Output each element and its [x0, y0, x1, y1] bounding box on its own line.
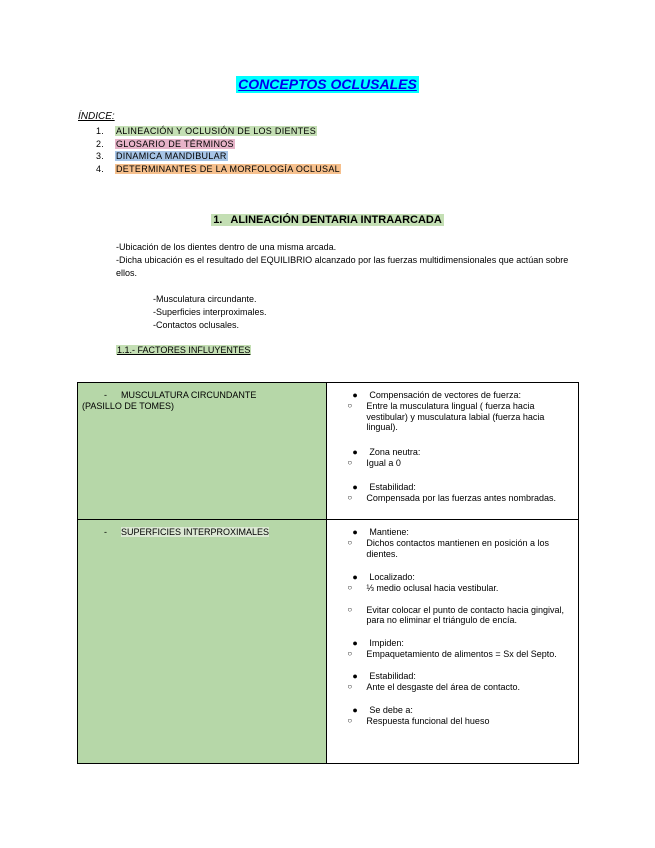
sub-item [327, 458, 578, 469]
sublist-item: -Musculatura circundante. [153, 294, 257, 304]
sub-item-text: Igual a 0 [366, 457, 401, 468]
sublist-item: -Contactos oclusales. [153, 320, 240, 330]
sub-item [327, 716, 578, 727]
bullet-icon: ● [352, 704, 358, 715]
circle-bullet-icon: ○ [347, 583, 353, 592]
section-heading-text: ALINEACIÓN DENTARIA INTRAARCADA [230, 214, 442, 226]
index-text: DINAMICA MANDIBULAR [116, 151, 227, 161]
sub-item-text: ⅓ medio oclusal hacia vestibular. [366, 583, 499, 593]
bullet-title: Compensación de vectores de fuerza: [369, 390, 521, 400]
table-cell-content [327, 383, 579, 520]
index-num: 4. [96, 163, 105, 174]
bullet-title: Estabilidad: [369, 482, 416, 492]
table-cell-content [327, 520, 579, 764]
row-dash: - [104, 390, 107, 400]
sub-item-text: Entre la musculatura lingual ( fuerza hacia vestibular) y musculatura labial (fuerza hacia lingual). [366, 401, 545, 432]
index-num: 3. [96, 151, 105, 161]
sub-item [327, 682, 578, 693]
index-text: GLOSARIO DE TÉRMINOS [116, 138, 234, 149]
bullet-item [327, 572, 578, 583]
circle-bullet-icon: ○ [347, 401, 353, 410]
index-text: ALINEACIÓN Y OCLUSIÓN DE LOS DIENTES [116, 126, 317, 136]
row-label [78, 520, 326, 538]
circle-bullet-icon: ○ [347, 538, 353, 547]
index-item-3[interactable] [96, 150, 341, 163]
sub-item [327, 401, 578, 433]
bullet-title: Impiden: [369, 637, 404, 648]
section-heading [0, 214, 655, 226]
bullet-item [327, 447, 578, 458]
section-heading-highlight [211, 214, 444, 226]
index-num: 2. [96, 138, 105, 149]
circle-bullet-icon: ○ [347, 715, 353, 725]
circle-bullet-icon: ○ [347, 682, 353, 691]
table-row [78, 383, 579, 520]
index-item-4[interactable] [96, 163, 341, 176]
sub-item [327, 583, 578, 594]
bullet-item [327, 390, 578, 401]
row-dash: - [104, 527, 107, 537]
paragraph-1: -Ubicación de los dientes dentro de una misma arcada. [116, 242, 337, 252]
sublist-item: -Superficies interproximales. [153, 307, 267, 317]
subsection-heading: 1.1.- FACTORES INFLUYENTES [117, 345, 251, 355]
bullet-title: Localizado: [369, 572, 415, 582]
bullet-icon: ● [352, 482, 358, 492]
bullet-icon: ● [352, 390, 358, 400]
bullet-icon: ● [352, 527, 358, 537]
sub-item-text: Evitar colocar el punto de contacto hacia gingival, para no eliminar el triángulo de encía. [366, 604, 564, 625]
bullet-item [327, 482, 578, 493]
bullet-item [327, 705, 578, 716]
table-row [78, 520, 579, 764]
sub-item [327, 493, 578, 504]
index-label: ÍNDICE: [78, 111, 115, 122]
bullet-title: Zona neutra: [369, 446, 421, 457]
bullet-item [327, 638, 578, 649]
row-label-main: MUSCULATURA CIRCUNDANTE [121, 390, 257, 400]
bullet-icon: ● [352, 572, 358, 582]
sub-item [327, 605, 578, 626]
sub-item [327, 538, 578, 559]
document-title: CONCEPTOS OCLUSALES [238, 76, 417, 92]
bullet-title: Estabilidad: [369, 671, 416, 681]
title-wrap [0, 76, 655, 94]
paragraph-2: -Dicha ubicación es el resultado del EQUILIBRIO alcanzado por las fuerzas multidimensionales que actúan sobre ellos. [116, 255, 569, 278]
table-cell-label [78, 520, 327, 764]
index-text: DETERMINANTES DE LA MORFOLOGÍA OCLUSAL [116, 163, 340, 174]
circle-bullet-icon: ○ [347, 604, 353, 614]
row-label-main: SUPERFICIES INTERPROXIMALES [121, 527, 270, 537]
bullet-item [327, 527, 578, 538]
index-item-2[interactable] [96, 138, 341, 151]
circle-bullet-icon: ○ [347, 493, 353, 502]
circle-bullet-icon: ○ [347, 457, 353, 467]
bullet-icon: ● [352, 446, 358, 457]
bullet-icon: ● [352, 637, 358, 648]
sub-item-text: Ante el desgaste del área de contacto. [366, 682, 520, 692]
row-label-sub: (PASILLO DE TOMES) [82, 401, 175, 411]
bullet-title: Se debe a: [369, 704, 413, 715]
sub-item-text: Empaquetamiento de alimentos = Sx del Septo. [366, 648, 557, 659]
section-number: 1. [213, 214, 223, 226]
sub-item-text: Compensada por las fuerzas antes nombradas. [366, 493, 556, 503]
factor-sublist [153, 293, 267, 332]
index-num: 1. [96, 126, 105, 136]
sub-item-text: Dichos contactos mantienen en posición a los dientes. [366, 538, 549, 559]
bullet-icon: ● [352, 671, 358, 681]
bullet-item [327, 671, 578, 682]
index-list [96, 125, 341, 175]
row-label [78, 383, 326, 412]
sub-item [327, 649, 578, 660]
table-cell-label [78, 383, 327, 520]
circle-bullet-icon: ○ [347, 648, 353, 658]
index-item-1[interactable] [96, 125, 341, 138]
bullet-title: Mantiene: [369, 527, 409, 537]
factors-table [77, 382, 579, 764]
sub-item-text: Respuesta funcional del hueso [366, 715, 490, 726]
